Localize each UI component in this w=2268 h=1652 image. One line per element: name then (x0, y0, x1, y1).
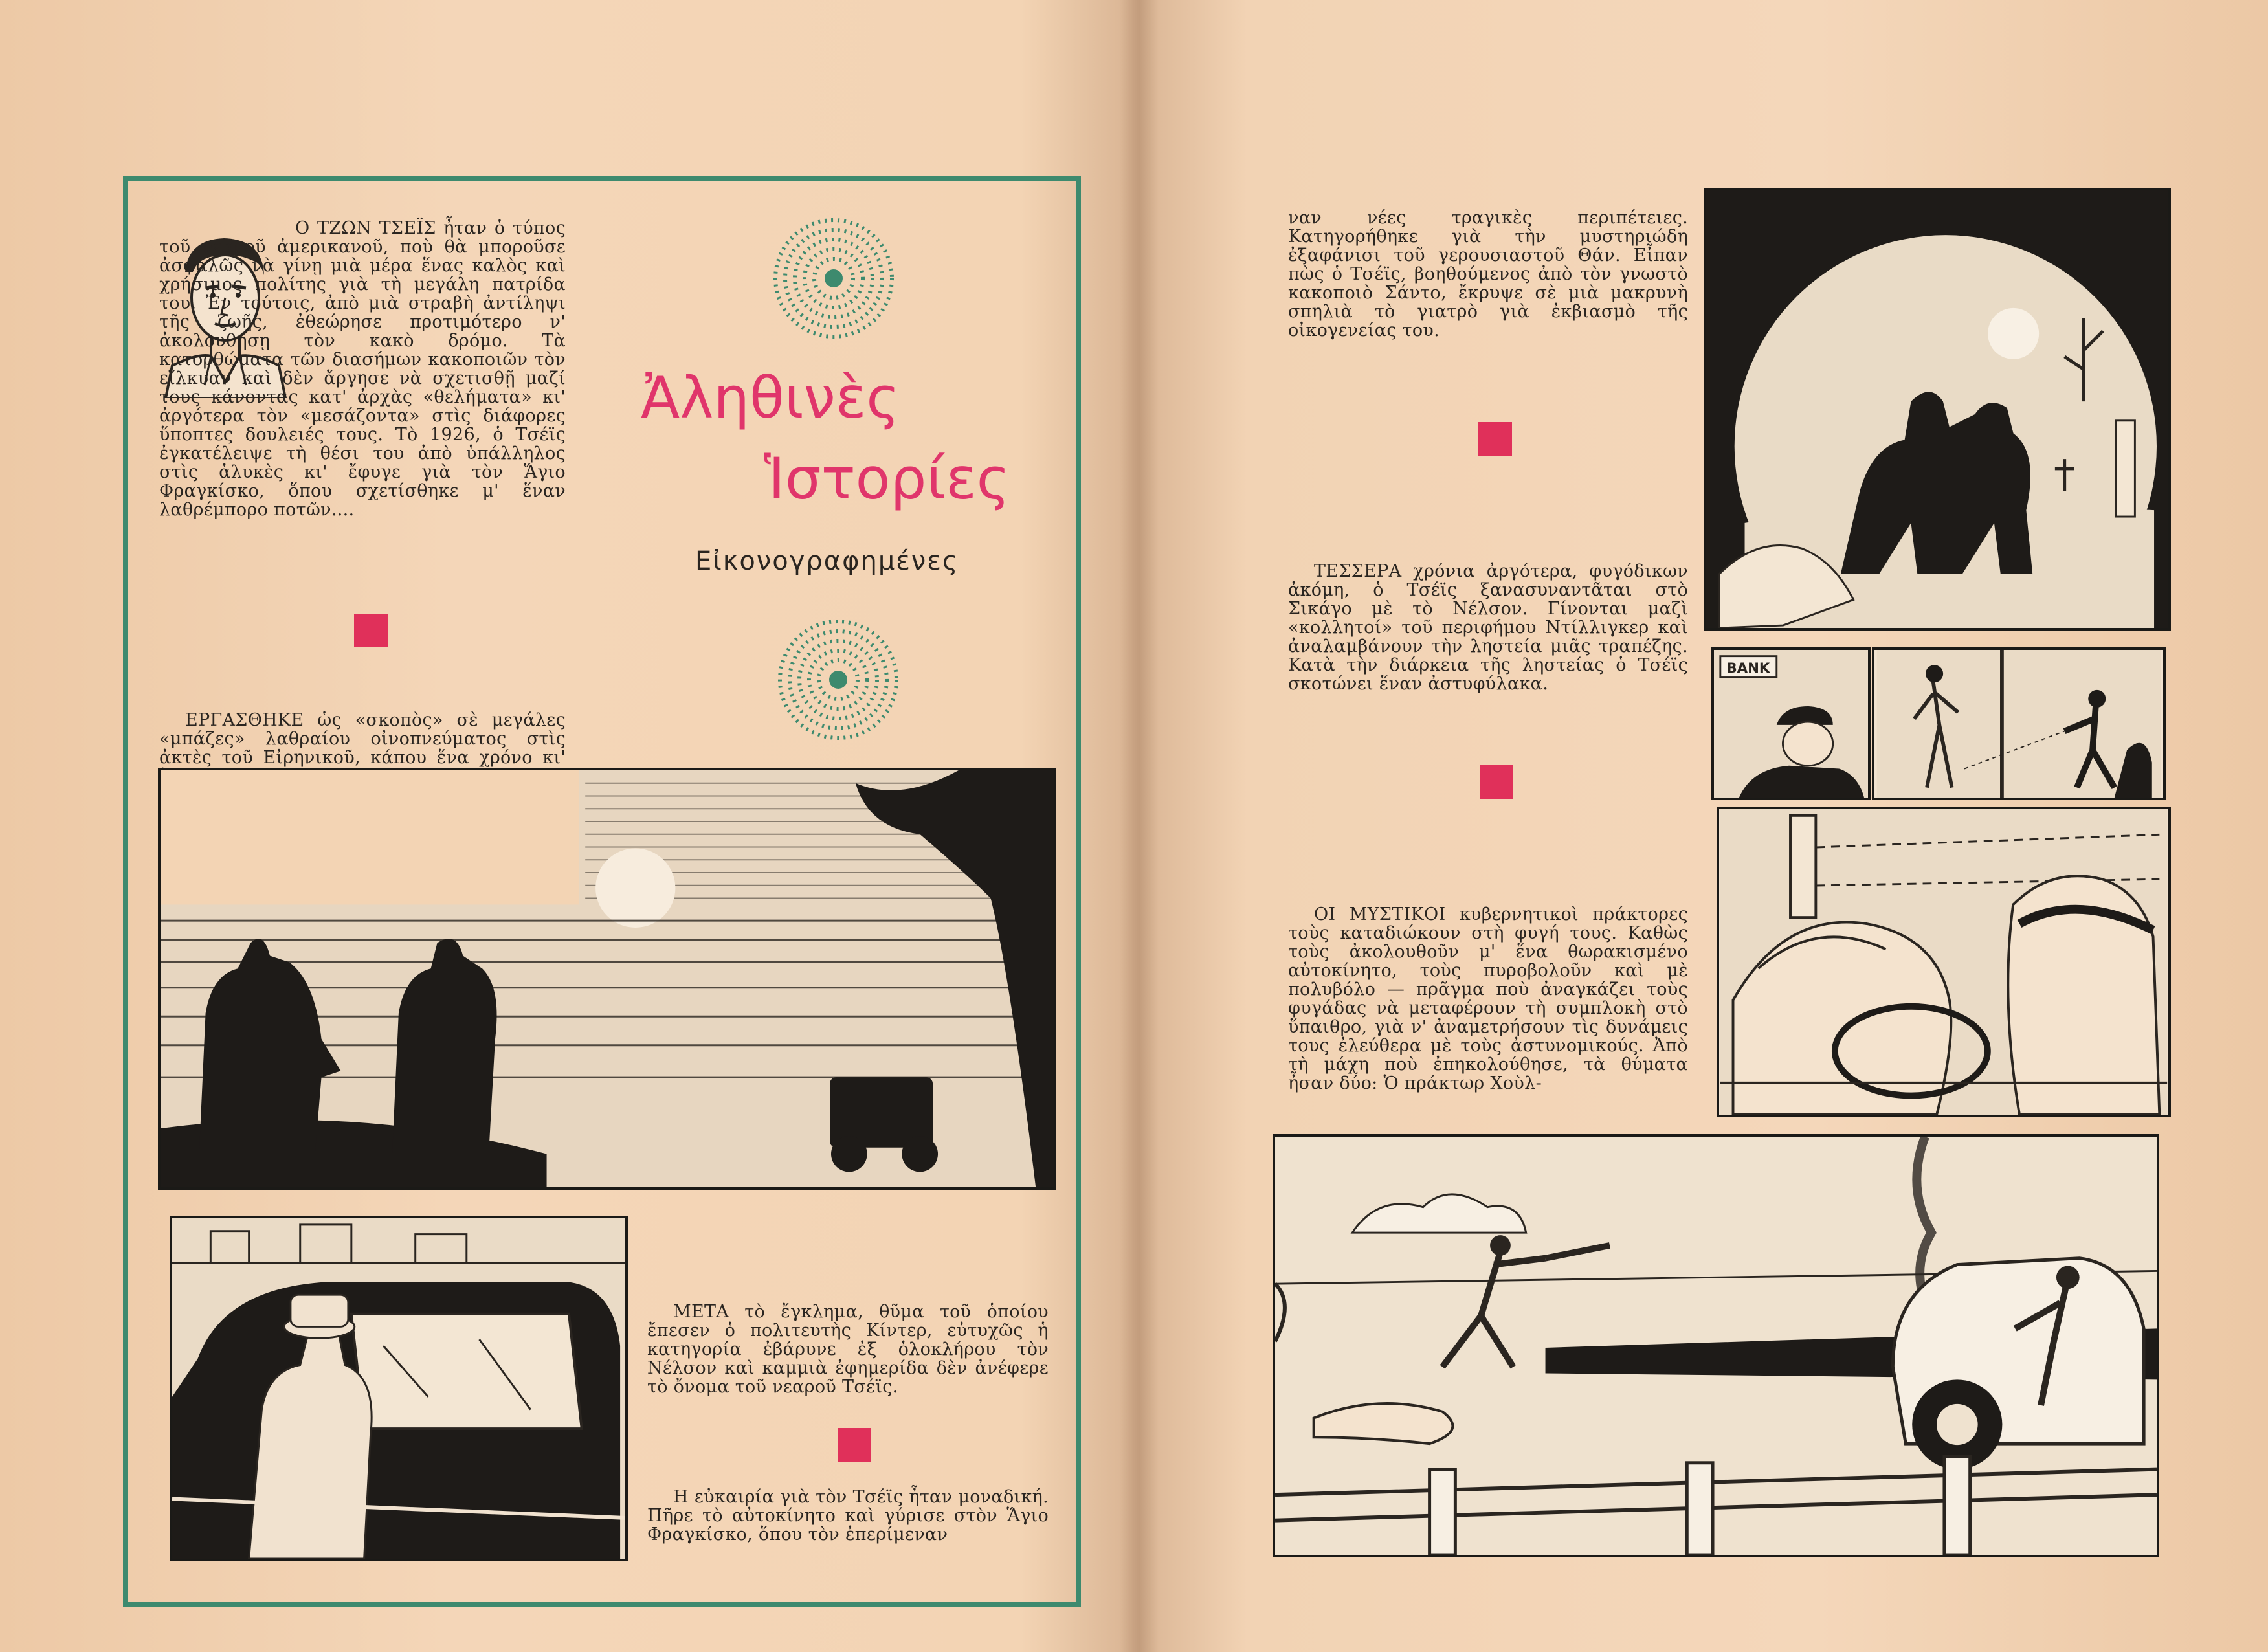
car-chase-interior-illustration (1717, 807, 2171, 1117)
story-paragraph-4: Η εὐκαιρία γιὰ τὸν Τσέϊς ἦταν μοναδική. Πῆρε τὸ αὐτοκίνητο καὶ γύρισε στὸν Ἅγιο Φραγκίσκο, ὅπου τὸν ἐπερίμεναν (647, 1487, 1049, 1545)
bank-robbery-panel-1 (1711, 647, 1871, 800)
spiral-ornament-bottom (773, 615, 903, 744)
right-page (1134, 0, 2268, 1652)
cemetery-night-illustration (1704, 188, 2171, 631)
bank-sign: BANK (1726, 660, 1770, 676)
story-paragraph-7: ΟΙ ΜΥΣΤΙΚΟΙ κυβερνητικοὶ πράκτορες τοὺς καταδιώκουν στὴ φυγή τους. Καθὼς τοὺς ἀκολουθοῦν μ' ἕνα θωρακισμένο αὐτοκίνητο, τοὺς πυροβολοῦν καὶ μὲ πολυβόλο — πρᾶγμα ποὺ ἀναγκάζει τοὺς φυγάδας νὰ μεταφέρουν τὴ συμπλοκὴ στὸ ὕπαιθρο, γιὰ ν' ἀναμετρήσουν τὶς δυνάμεις τους ἐλεύθερα μὲ τοὺς ἀστυνομικούς. Ἀπὸ τὴ μάχη ποὺ ἐπηκολούθησε, τὰ θύματα ἦσαν δύο: Ὁ πράκτωρ Χοὺλ- (1288, 904, 1688, 1093)
story-paragraph-3: ΜΕΤΑ τὸ ἔγκλημα, θῦμα τοῦ ὁποίου ἔπεσεν ὁ πολιτευτὴς Κίντερ, εὐτυχῶς ἡ κατηγορία ἐβάρυνε ἐξ ὁλοκλήρου τὸν Νέλσον καὶ καμμιὰ ἐφημερίδα δὲν ἀνέφερε τὸ ὄνομα τοῦ νεαροῦ Τσέϊς. (647, 1302, 1049, 1397)
page-title-line-1: Ἀληθινὲς (641, 364, 900, 431)
bank-robbery-panel-2 (1872, 647, 2166, 800)
red-square-bullet (1480, 765, 1513, 799)
red-square-bullet (838, 1428, 871, 1462)
spiral-ornament-top (769, 214, 898, 343)
roadside-shootout-illustration (1273, 1134, 2159, 1557)
story-paragraph-1: Ο ΤΖΩΝ ΤΣΕΪΣ ἦταν ὁ τύπος τοῦ νεαροῦ ἀμερικανοῦ, ποὺ θὰ μποροῦσε ἀσφαλῶς νὰ γίνῃ μιὰ μέρα ἕνας καλὸς καὶ χρήσιμος πολίτης γιὰ τὴ μεγάλη πατρίδα του. Ἐν τούτοις, ἀπὸ μιὰ στραβὴ ἀντίληψι τῆς ζωῆς, ἐθεώρησε προτιμότερο ν' ἀκολουθήσῃ τὸν κακὸ δρόμο. Τὰ κατορθώματα τῶν διασήμων κακοποιῶν τὸν εἵλκυαν καὶ δὲν ἄργησε νὰ σχετισθῇ μαζί τους κάνοντας κατ' ἀρχὰς «θελήματα» κι' ἀργότερα τὸν «μεσάζοντα» στὶς διάφορες ὕποπτες δουλειές τους. Τὸ 1926, ὁ Τσέϊς ἐγκατέλειψε τὴ θέσι του ἀπὸ ὑπάλληλος στὶς ἁλυκὲς κι' ἔφυγε γιὰ τὸν Ἅγιο Φραγκίσκο, ὅπου σχετίσθηκε μ' ἕναν λαθρέμπορο ποτῶν.... (159, 218, 566, 520)
coast-smuggling-illustration (158, 768, 1056, 1190)
story-paragraph-6: ΤΕΣΣΕΡΑ χρόνια ἀργότερα, φυγόδικων ἀκόμη, ὁ Τσέϊς ξανασυναντᾶται στὸ Σικάγο μὲ τὸ Νέλσον. Γίνονται μαζὶ «κολλητοί» τοῦ περιφήμου Ντίλλιγκερ καὶ ἀναλαμβάνουν τὴν ληστεία μιᾶς τραπέζης. Κατὰ τὴν διάρκεια τῆς ληστείας ὁ Τσέϊς σκοτώνει ἕναν ἀστυφύλακα. (1288, 561, 1688, 694)
red-square-bullet (1478, 422, 1512, 456)
page-title-line-2: Ἱστορίες (764, 445, 1010, 512)
story-paragraph-2: ΕΡΓΑΣΘΗΚΕ ὡς «σκοπὸς» σὲ μεγάλες «μπάζες» λαθραίου οἰνοπνεύματος στὶς ἀκτὲς τοῦ Εἰρηνικοῦ, κάπου ἕνα χρόνο κι' (159, 710, 566, 768)
car-crime-illustration (170, 1216, 628, 1561)
red-square-bullet (354, 614, 388, 647)
story-paragraph-5: ναν νέες τραγικὲς περιπέτειες. Κατηγορήθηκε γιὰ τὴν μυστηριώδη ἐξαφάνισι τοῦ γερουσιαστοῦ Θάν. Εἶπαν πὼς ὁ Τσέϊς, βοηθούμενος ἀπὸ τὸν γνωστὸ κακοποιὸ Σάντο, ἔκρυψε σὲ μιὰ μακρυνὴ σπηλιὰ τὸ γιατρὸ γιὰ ἐκβιασμὸ τῆς οἰκογενείας του. (1288, 208, 1688, 340)
page-subtitle: Εἰκονογραφημένες (695, 546, 959, 576)
